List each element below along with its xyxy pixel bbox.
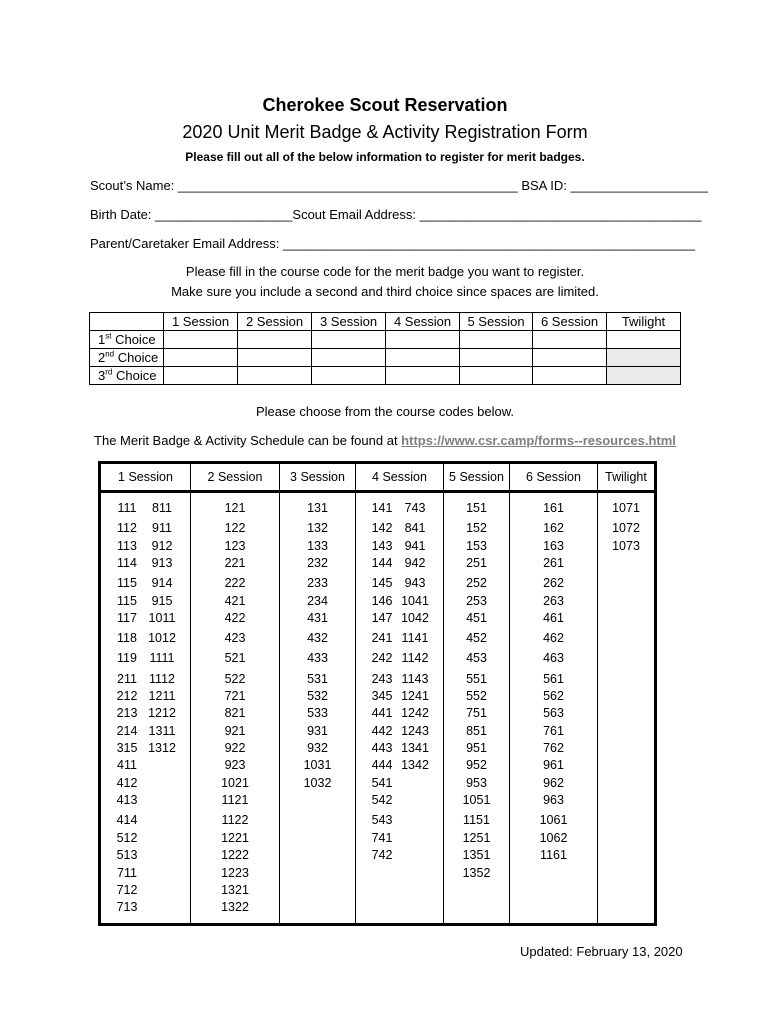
twilight-codes xyxy=(598,492,656,925)
course-code-pair xyxy=(101,899,190,916)
course-code: 1161 xyxy=(540,848,567,863)
course-code: 1351 xyxy=(462,848,491,863)
course-code: 145 xyxy=(371,576,393,591)
choice-row-label: 2nd Choice xyxy=(90,349,164,367)
fill-note-line-1: Please fill in the course code for the merit badge you want to register. xyxy=(185,264,585,279)
course-code: 1322 xyxy=(221,900,249,915)
choice-cell[interactable] xyxy=(460,349,533,367)
course-code: 532 xyxy=(307,688,328,703)
fill-note-line-2: Make sure you include a second and third choice since spaces are limited. xyxy=(171,284,599,299)
choice-col-header: 2 Session xyxy=(238,313,312,331)
codes-header-row xyxy=(100,463,656,492)
course-code: 121 xyxy=(224,501,246,515)
course-code: 123 xyxy=(224,538,246,553)
course-code: 1211 xyxy=(148,688,176,703)
course-code: 711 xyxy=(117,865,137,880)
page-subtitle: 2020 Unit Merit Badge & Activity Registration Form xyxy=(182,122,588,142)
course-code: 243 xyxy=(371,671,393,686)
course-code: 242 xyxy=(371,651,393,666)
choice-cell[interactable] xyxy=(386,331,460,349)
session-4-codes xyxy=(356,492,444,925)
course-code: 315 xyxy=(116,741,138,756)
course-code-pair xyxy=(101,775,190,792)
course-code: 942 xyxy=(404,555,426,570)
course-code: 453 xyxy=(466,651,487,666)
course-code: 113 xyxy=(117,538,137,553)
course-code-pair xyxy=(356,847,443,864)
session-2-codes xyxy=(191,492,280,925)
course-code: 411 xyxy=(117,758,137,773)
course-code: 462 xyxy=(543,631,564,646)
course-code: 441 xyxy=(371,706,393,721)
course-code: 1212 xyxy=(148,706,176,721)
course-code: 913 xyxy=(151,555,173,570)
course-code: 251 xyxy=(466,555,487,570)
course-code-pair xyxy=(356,610,443,627)
course-code xyxy=(401,830,429,847)
course-code: 1112 xyxy=(149,671,175,686)
course-code: 252 xyxy=(466,576,487,591)
course-code: 262 xyxy=(543,576,564,591)
course-code: 1223 xyxy=(221,865,249,880)
course-code: 923 xyxy=(224,758,246,773)
choice-row-label: 3rd Choice xyxy=(90,367,164,385)
course-code-pair xyxy=(101,847,190,864)
course-code: 146 xyxy=(371,593,393,608)
course-code-pair xyxy=(356,575,443,592)
course-code: 911 xyxy=(152,521,172,536)
course-code-pair xyxy=(101,650,190,667)
course-code: 1142 xyxy=(401,651,429,666)
choice-row-3 xyxy=(90,367,681,385)
course-code: 1073 xyxy=(612,538,640,553)
course-code: 442 xyxy=(371,723,393,738)
codes-col-header: 6 Session xyxy=(510,463,598,492)
course-code: 423 xyxy=(224,631,246,646)
course-code xyxy=(148,812,176,829)
course-code: 1012 xyxy=(148,631,176,646)
course-code: 263 xyxy=(543,593,564,608)
course-code: 1032 xyxy=(303,775,332,790)
course-code: 1141 xyxy=(401,631,429,646)
course-code-pair xyxy=(101,538,190,555)
course-code: 912 xyxy=(151,538,173,553)
course-code: 1143 xyxy=(401,671,429,686)
course-code: 742 xyxy=(371,848,393,863)
course-code: 531 xyxy=(307,671,328,686)
schedule-line xyxy=(0,433,770,448)
choice-cell[interactable] xyxy=(460,367,533,385)
course-code: 1251 xyxy=(462,830,491,845)
session-3-codes xyxy=(280,492,356,925)
course-code: 142 xyxy=(371,521,393,536)
course-code-pair xyxy=(101,705,190,722)
course-code: 1042 xyxy=(401,610,429,625)
course-code: 241 xyxy=(371,631,393,646)
course-code xyxy=(148,757,176,774)
course-code: 1151 xyxy=(463,813,490,828)
course-code: 115 xyxy=(117,593,137,608)
course-code: 213 xyxy=(116,706,138,721)
course-code: 951 xyxy=(466,741,487,756)
course-code xyxy=(148,792,176,809)
course-code-pair xyxy=(356,792,443,809)
course-code-pair xyxy=(101,688,190,705)
course-code: 115 xyxy=(117,576,137,591)
course-code: 563 xyxy=(543,706,564,721)
choice-cell[interactable] xyxy=(386,367,460,385)
course-code: 111 xyxy=(117,501,137,515)
course-code: 762 xyxy=(543,741,564,756)
choice-cell[interactable] xyxy=(238,367,312,385)
choice-cell[interactable] xyxy=(312,349,386,367)
course-code: 743 xyxy=(404,501,426,515)
schedule-link[interactable]: https://www.csr.camp/forms--resources.html xyxy=(401,433,676,448)
course-code-pair xyxy=(101,757,190,774)
course-code: 221 xyxy=(224,555,246,570)
course-code: 152 xyxy=(466,521,487,536)
course-code: 943 xyxy=(404,576,426,591)
updated-date: Updated: February 13, 2020 xyxy=(520,944,683,959)
course-code: 552 xyxy=(466,688,487,703)
course-code: 521 xyxy=(224,651,246,666)
course-code: 443 xyxy=(371,741,393,756)
course-code: 751 xyxy=(466,706,487,721)
course-code-pair xyxy=(356,830,443,847)
course-code: 132 xyxy=(307,521,328,536)
course-code: 541 xyxy=(371,775,393,790)
choose-text: Please choose from the course codes below. xyxy=(256,404,514,419)
course-code xyxy=(401,812,429,829)
course-code: 422 xyxy=(224,610,246,625)
course-code: 1312 xyxy=(148,741,176,756)
course-code-pair xyxy=(101,830,190,847)
course-code xyxy=(401,792,429,809)
course-code: 414 xyxy=(116,813,138,828)
course-code: 952 xyxy=(466,758,487,773)
course-code: 1011 xyxy=(148,610,176,625)
codes-col-header: Twilight xyxy=(598,463,656,492)
course-code: 1121 xyxy=(221,793,249,808)
choice-cell[interactable] xyxy=(386,349,460,367)
choice-cell[interactable] xyxy=(533,331,607,349)
course-code: 114 xyxy=(117,555,137,570)
course-code: 914 xyxy=(151,576,173,591)
course-code: 721 xyxy=(224,688,246,703)
course-code: 112 xyxy=(117,521,137,536)
course-code: 133 xyxy=(307,538,328,553)
course-code: 931 xyxy=(307,723,328,738)
course-code: 1071 xyxy=(612,501,640,515)
course-code: 962 xyxy=(543,775,564,790)
course-code: 811 xyxy=(152,501,172,515)
course-code: 1122 xyxy=(221,813,249,828)
choice-cell-twilight[interactable] xyxy=(607,349,681,367)
course-code: 1041 xyxy=(401,593,429,608)
course-code: 452 xyxy=(466,631,487,646)
choice-row-1 xyxy=(90,331,681,349)
course-code: 963 xyxy=(543,793,564,808)
course-code: 461 xyxy=(543,610,564,625)
parent-email-field[interactable]: Parent/Caretaker Email Address: _________________________________________________________ xyxy=(90,236,696,251)
choice-cell[interactable] xyxy=(238,349,312,367)
codes-col-header: 3 Session xyxy=(280,463,356,492)
course-code-pair xyxy=(356,688,443,705)
course-code xyxy=(148,847,176,864)
course-code: 433 xyxy=(307,651,328,666)
course-code-pair xyxy=(101,610,190,627)
course-code: 522 xyxy=(224,671,246,686)
course-code-pair xyxy=(101,500,190,517)
codes-col-header: 1 Session xyxy=(100,463,191,492)
choice-cell[interactable] xyxy=(164,367,238,385)
course-code: 1311 xyxy=(148,723,176,738)
course-code: 412 xyxy=(116,775,138,790)
course-code-pair xyxy=(356,538,443,555)
course-code-pair xyxy=(356,671,443,688)
schedule-prefix: The Merit Badge & Activity Schedule can be found at xyxy=(94,433,402,448)
choice-cell[interactable] xyxy=(607,331,681,349)
course-code xyxy=(148,865,176,882)
course-code-pair xyxy=(101,740,190,757)
course-code-pair xyxy=(101,882,190,899)
course-code: 163 xyxy=(543,538,564,553)
course-code-pair xyxy=(101,630,190,647)
course-code xyxy=(148,882,176,899)
course-code-pair xyxy=(356,723,443,740)
course-code-pair xyxy=(356,593,443,610)
course-code: 118 xyxy=(117,631,137,646)
course-code: 551 xyxy=(466,671,487,686)
course-code-pair xyxy=(101,520,190,537)
course-code: 451 xyxy=(466,610,487,625)
course-code: 1241 xyxy=(401,688,429,703)
codes-col-header: 5 Session xyxy=(444,463,510,492)
course-code: 922 xyxy=(224,741,246,756)
course-code: 1242 xyxy=(401,706,429,721)
course-codes-table xyxy=(98,461,657,926)
page-title: Cherokee Scout Reservation xyxy=(262,95,508,115)
course-code: 122 xyxy=(224,521,246,536)
course-code: 131 xyxy=(307,501,328,515)
course-code: 561 xyxy=(543,671,564,686)
choice-col-header: 1 Session xyxy=(164,313,238,331)
course-code: 921 xyxy=(224,723,246,738)
course-code: 1321 xyxy=(221,882,249,897)
choice-cell[interactable] xyxy=(164,349,238,367)
course-code: 463 xyxy=(543,651,564,666)
choice-col-header: 3 Session xyxy=(312,313,386,331)
course-code: 932 xyxy=(307,741,328,756)
course-code: 1352 xyxy=(462,865,491,880)
course-code-pair xyxy=(356,520,443,537)
course-code: 1243 xyxy=(401,723,429,738)
course-code: 712 xyxy=(116,882,138,897)
course-code-pair xyxy=(356,740,443,757)
course-code: 151 xyxy=(466,501,487,515)
scout-name-bsa-id-field[interactable]: Scout’s Name: _______________________________________________ BSA ID: ___________________ xyxy=(90,178,708,193)
course-code-pair xyxy=(356,812,443,829)
course-code: 1021 xyxy=(221,775,249,790)
codes-body-row xyxy=(100,492,656,925)
course-code: 444 xyxy=(371,758,393,773)
choice-cell[interactable] xyxy=(460,331,533,349)
choice-cell[interactable] xyxy=(533,367,607,385)
choice-cell[interactable] xyxy=(533,349,607,367)
course-code: 147 xyxy=(371,610,393,625)
course-code: 234 xyxy=(307,593,328,608)
course-code: 143 xyxy=(371,538,393,553)
course-code: 1342 xyxy=(401,758,429,773)
session-1-codes xyxy=(100,492,191,925)
course-code: 261 xyxy=(543,555,564,570)
course-code: 432 xyxy=(307,631,328,646)
course-code: 162 xyxy=(543,521,564,536)
course-code: 562 xyxy=(543,688,564,703)
course-code: 214 xyxy=(116,723,138,738)
course-code: 1062 xyxy=(539,830,568,845)
choice-corner xyxy=(90,313,164,331)
course-code: 212 xyxy=(116,688,138,703)
course-code: 533 xyxy=(307,706,328,721)
course-code: 941 xyxy=(404,538,426,553)
course-code: 513 xyxy=(116,848,138,863)
course-code: 253 xyxy=(466,593,487,608)
session-5-codes xyxy=(444,492,510,925)
choice-cell-twilight[interactable] xyxy=(607,367,681,385)
choice-table xyxy=(89,312,681,385)
course-code-pair xyxy=(356,757,443,774)
birth-date-email-field[interactable]: Birth Date: ___________________Scout Email Address: _______________________________________ xyxy=(90,207,702,222)
course-code: 222 xyxy=(224,576,246,591)
course-code: 211 xyxy=(117,671,137,686)
course-code: 741 xyxy=(371,830,393,845)
course-code: 761 xyxy=(543,723,564,738)
course-code: 413 xyxy=(116,793,138,808)
course-code: 1221 xyxy=(221,830,249,845)
choice-row-2 xyxy=(90,349,681,367)
course-code: 961 xyxy=(543,758,564,773)
course-code: 421 xyxy=(224,593,246,608)
course-code: 117 xyxy=(117,610,137,625)
course-code xyxy=(148,899,176,916)
course-code: 161 xyxy=(543,501,564,515)
choice-table-header xyxy=(90,313,681,331)
choice-col-header: 5 Session xyxy=(460,313,533,331)
course-code-pair xyxy=(101,723,190,740)
choice-cell[interactable] xyxy=(312,331,386,349)
course-code-pair xyxy=(101,792,190,809)
course-code: 821 xyxy=(224,706,246,721)
session-6-codes xyxy=(510,492,598,925)
course-code: 1111 xyxy=(149,651,175,666)
course-code: 841 xyxy=(404,521,426,536)
codes-col-header: 4 Session xyxy=(356,463,444,492)
course-code: 153 xyxy=(466,538,487,553)
course-code: 141 xyxy=(371,501,393,515)
course-code: 1341 xyxy=(401,741,429,756)
codes-col-header: 2 Session xyxy=(191,463,280,492)
course-code xyxy=(148,830,176,847)
course-code: 512 xyxy=(116,830,138,845)
course-code-pair xyxy=(356,630,443,647)
course-code-pair xyxy=(356,705,443,722)
course-code: 542 xyxy=(371,793,393,808)
course-code: 1222 xyxy=(221,848,249,863)
course-code: 144 xyxy=(371,555,393,570)
course-code: 345 xyxy=(371,688,393,703)
course-code: 713 xyxy=(116,900,138,915)
course-code-pair xyxy=(101,575,190,592)
course-code-pair xyxy=(101,555,190,572)
course-code-pair xyxy=(101,812,190,829)
course-code: 543 xyxy=(371,813,393,828)
course-code: 1051 xyxy=(462,793,491,808)
course-code-pair xyxy=(101,865,190,882)
course-code: 232 xyxy=(307,555,328,570)
course-code: 1061 xyxy=(539,813,568,828)
course-code: 1031 xyxy=(303,758,332,773)
course-code-pair xyxy=(101,671,190,688)
course-code: 1072 xyxy=(612,521,640,536)
course-code: 915 xyxy=(151,593,173,608)
course-code: 953 xyxy=(466,775,487,790)
choice-cell[interactable] xyxy=(238,331,312,349)
choice-col-header: 4 Session xyxy=(386,313,460,331)
choice-cell[interactable] xyxy=(312,367,386,385)
course-code-pair xyxy=(356,775,443,792)
choice-col-header: Twilight xyxy=(607,313,681,331)
course-code: 119 xyxy=(117,651,137,666)
choice-col-header: 6 Session xyxy=(533,313,607,331)
choice-row-label: 1st Choice xyxy=(90,331,164,349)
choice-cell[interactable] xyxy=(164,331,238,349)
course-code-pair xyxy=(356,555,443,572)
course-code-pair xyxy=(101,593,190,610)
course-code-pair xyxy=(356,500,443,517)
course-code xyxy=(401,775,429,792)
course-code: 233 xyxy=(307,576,328,591)
instructions: Please fill out all of the below information to register for merit badges. xyxy=(185,150,585,164)
course-code xyxy=(401,847,429,864)
course-code: 851 xyxy=(466,723,487,738)
course-code-pair xyxy=(356,650,443,667)
course-code xyxy=(148,775,176,792)
course-code: 431 xyxy=(307,610,328,625)
